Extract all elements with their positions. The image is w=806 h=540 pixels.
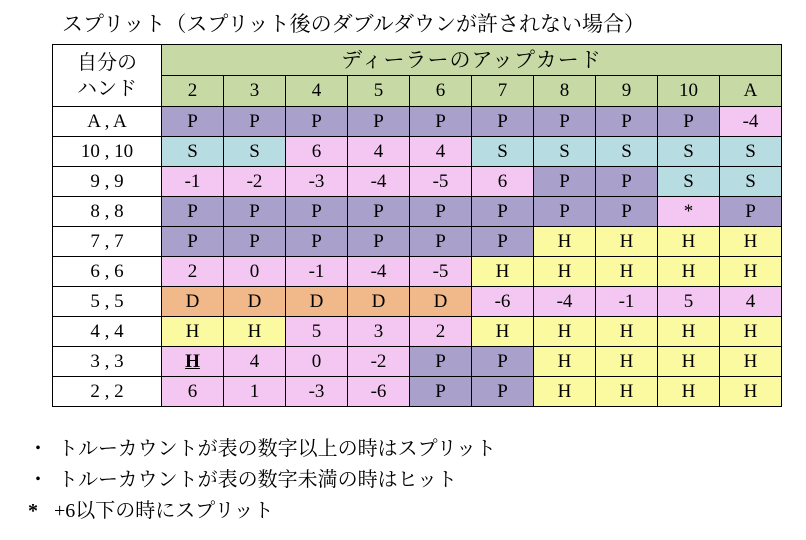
strategy-cell: S: [658, 137, 720, 167]
strategy-cell: S: [596, 137, 658, 167]
table-row: [53, 137, 782, 167]
hand-label-cell: A , A: [53, 107, 162, 137]
strategy-cell: -1: [162, 167, 224, 197]
strategy-cell: 5: [658, 287, 720, 317]
upcard-header-cell: 3: [224, 76, 286, 107]
strategy-cell: -4: [348, 257, 410, 287]
table-row: [53, 317, 782, 347]
note-text: トルーカウントが表の数字以上の時はスプリット: [58, 438, 496, 460]
hand-label-cell: 7 , 7: [53, 227, 162, 257]
strategy-cell: H: [658, 377, 720, 407]
strategy-cell: P: [534, 167, 596, 197]
strategy-cell: P: [348, 227, 410, 257]
dealer-upcard-header: ディーラーのアップカード: [162, 45, 782, 76]
strategy-cell: S: [162, 137, 224, 167]
strategy-cell: -5: [410, 257, 472, 287]
hand-header-line1: 自分の: [77, 51, 137, 74]
strategy-cell: P: [410, 347, 472, 377]
strategy-cell: S: [720, 167, 782, 197]
strategy-cell: -5: [410, 167, 472, 197]
strategy-cell: H: [720, 317, 782, 347]
note-text: +6以下の時にスプリット: [54, 500, 274, 522]
strategy-cell: S: [224, 137, 286, 167]
strategy-cell: H: [534, 317, 596, 347]
strategy-cell: P: [534, 197, 596, 227]
strategy-cell: H: [224, 317, 286, 347]
star-mark: *: [28, 500, 38, 522]
strategy-cell: P: [410, 197, 472, 227]
hand-label-cell: 4 , 4: [53, 317, 162, 347]
strategy-cell: P: [348, 197, 410, 227]
strategy-cell: P: [286, 197, 348, 227]
strategy-cell: -2: [224, 167, 286, 197]
strategy-cell: -6: [472, 287, 534, 317]
strategy-cell: *: [658, 197, 720, 227]
strategy-cell: H: [596, 317, 658, 347]
split-strategy-table: [52, 44, 782, 407]
strategy-cell: P: [472, 347, 534, 377]
strategy-cell: P: [410, 227, 472, 257]
strategy-cell: 4: [720, 287, 782, 317]
strategy-cell: P: [224, 227, 286, 257]
upcard-row: [53, 76, 782, 107]
strategy-cell: P: [596, 197, 658, 227]
strategy-cell: D: [286, 287, 348, 317]
note-text: トルーカウントが表の数字未満の時はヒット: [58, 469, 457, 491]
strategy-cell: 2: [410, 317, 472, 347]
hand-label-cell: 6 , 6: [53, 257, 162, 287]
strategy-cell: -3: [286, 167, 348, 197]
strategy-cell: P: [472, 227, 534, 257]
strategy-cell: D: [224, 287, 286, 317]
strategy-cell: H: [596, 377, 658, 407]
strategy-cell: P: [348, 107, 410, 137]
table-row: [53, 287, 782, 317]
strategy-cell: H: [534, 377, 596, 407]
strategy-cell: 6: [162, 377, 224, 407]
strategy-cell: -2: [348, 347, 410, 377]
strategy-cell: P: [410, 377, 472, 407]
strategy-cell: S: [472, 137, 534, 167]
strategy-cell: 2: [162, 257, 224, 287]
strategy-cell: 3: [348, 317, 410, 347]
strategy-cell: 0: [224, 257, 286, 287]
upcard-header-cell: 6: [410, 76, 472, 107]
table-row: [53, 257, 782, 287]
upcard-header-cell: A: [720, 76, 782, 107]
notes: [28, 434, 496, 527]
strategy-cell: 0: [286, 347, 348, 377]
strategy-cell: [162, 347, 224, 377]
hand-label-cell: 9 , 9: [53, 167, 162, 197]
strategy-cell: H: [658, 347, 720, 377]
table-row: [53, 347, 782, 377]
strategy-cell: P: [658, 107, 720, 137]
strategy-cell: 4: [410, 137, 472, 167]
upcard-header-cell: 5: [348, 76, 410, 107]
strategy-cell: H: [720, 377, 782, 407]
strategy-cell: H: [472, 317, 534, 347]
strategy-cell: H: [596, 347, 658, 377]
upcard-header-cell: 9: [596, 76, 658, 107]
hand-label-cell: 8 , 8: [53, 197, 162, 227]
strategy-cell: H: [534, 347, 596, 377]
note-star-rule: [28, 496, 496, 527]
strategy-cell: D: [162, 287, 224, 317]
table-row: [53, 227, 782, 257]
strategy-cell: -4: [534, 287, 596, 317]
strategy-cell: P: [472, 377, 534, 407]
strategy-cell: H: [596, 257, 658, 287]
header-row-top: [53, 45, 782, 76]
strategy-cell: H: [162, 317, 224, 347]
strategy-cell: P: [472, 107, 534, 137]
strategy-cell: P: [410, 107, 472, 137]
strategy-cell: H: [534, 257, 596, 287]
strategy-cell: 6: [472, 167, 534, 197]
strategy-cell: -6: [348, 377, 410, 407]
strategy-cell: P: [596, 167, 658, 197]
table-row: [53, 377, 782, 407]
strategy-cell: -4: [720, 107, 782, 137]
strategy-cell: P: [472, 197, 534, 227]
strategy-cell: 6: [286, 137, 348, 167]
strategy-cell: P: [162, 197, 224, 227]
upcard-header-cell: 4: [286, 76, 348, 107]
strategy-cell: 4: [224, 347, 286, 377]
marked-hit-value: H: [185, 351, 200, 372]
table-row: [53, 197, 782, 227]
strategy-cell: H: [720, 347, 782, 377]
strategy-cell: P: [224, 197, 286, 227]
strategy-cell: H: [596, 227, 658, 257]
strategy-cell: 5: [286, 317, 348, 347]
strategy-cell: P: [162, 107, 224, 137]
strategy-cell: P: [720, 197, 782, 227]
strategy-cell: -3: [286, 377, 348, 407]
strategy-cell: 4: [348, 137, 410, 167]
strategy-cell: H: [658, 227, 720, 257]
note-split-rule: [28, 434, 496, 465]
table-row: [53, 107, 782, 137]
strategy-cell: -1: [286, 257, 348, 287]
strategy-cell: 1: [224, 377, 286, 407]
strategy-cell: H: [534, 227, 596, 257]
strategy-cell: H: [472, 257, 534, 287]
bullet-mark: ・: [28, 438, 48, 460]
bullet-mark: ・: [28, 469, 48, 491]
strategy-cell: S: [720, 137, 782, 167]
strategy-cell: S: [658, 167, 720, 197]
page-title: スプリット（スプリット後のダブルダウンが許されない場合）: [62, 12, 645, 36]
strategy-cell: H: [658, 257, 720, 287]
hand-column-header: [53, 45, 162, 107]
strategy-cell: -1: [596, 287, 658, 317]
upcard-header-cell: 8: [534, 76, 596, 107]
strategy-cell: H: [658, 317, 720, 347]
strategy-cell: P: [534, 107, 596, 137]
strategy-cell: P: [596, 107, 658, 137]
strategy-cell: P: [286, 227, 348, 257]
upcard-header-cell: 2: [162, 76, 224, 107]
strategy-cell: -4: [348, 167, 410, 197]
strategy-cell: H: [720, 257, 782, 287]
table-row: [53, 167, 782, 197]
table-body: [53, 45, 782, 407]
upcard-header-cell: 7: [472, 76, 534, 107]
hand-label-cell: 5 , 5: [53, 287, 162, 317]
strategy-cell: D: [410, 287, 472, 317]
hand-label-cell: 2 , 2: [53, 377, 162, 407]
strategy-cell: P: [286, 107, 348, 137]
strategy-cell: S: [534, 137, 596, 167]
hand-label-cell: 3 , 3: [53, 347, 162, 377]
hand-header-line2: ハンド: [77, 77, 137, 100]
note-hit-rule: [28, 465, 496, 496]
strategy-cell: P: [162, 227, 224, 257]
strategy-cell: H: [720, 227, 782, 257]
strategy-cell: D: [348, 287, 410, 317]
upcard-header-cell: 10: [658, 76, 720, 107]
hand-label-cell: 10 , 10: [53, 137, 162, 167]
strategy-cell: P: [224, 107, 286, 137]
